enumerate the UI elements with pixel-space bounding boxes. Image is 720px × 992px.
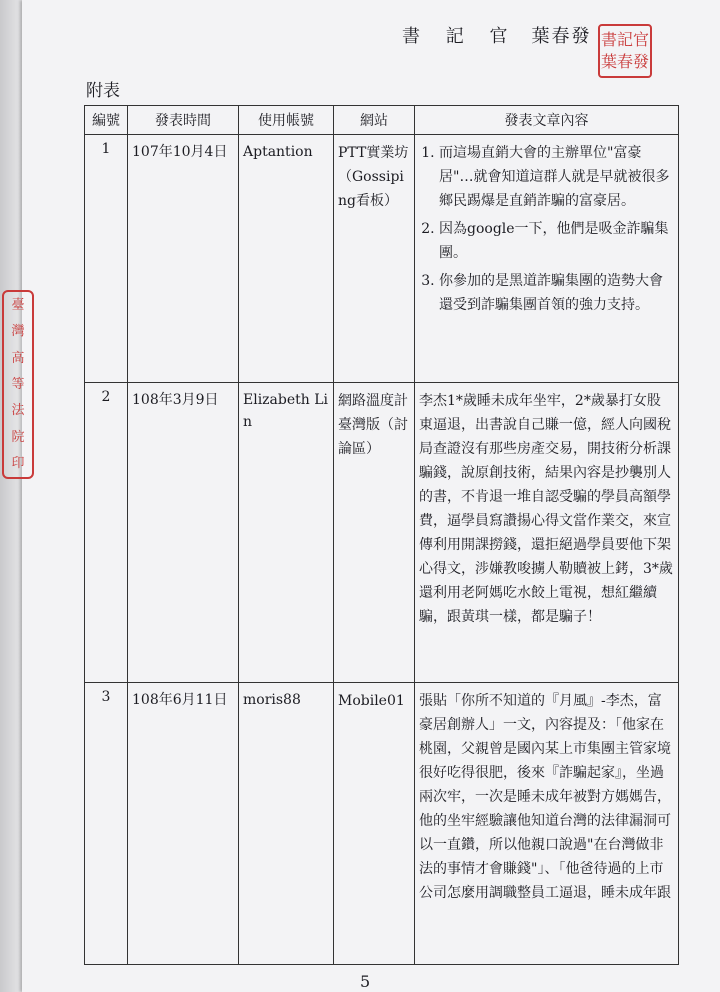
row-no: 3 <box>85 683 128 965</box>
seal-char: 院 <box>11 429 25 445</box>
row-site: PTT實業坊（Gossiping看板） <box>334 135 415 383</box>
stamp-line-2: 葉春發 <box>600 52 649 71</box>
seal-char: 高 <box>11 350 25 366</box>
row-no: 1 <box>85 135 128 383</box>
table-row <box>85 683 679 965</box>
seal-char: 印 <box>11 456 25 472</box>
court-seal-side <box>2 290 34 479</box>
content-item: 1. 而這場直銷大會的主辦單位"富豪居"…就會知道這群人就是早就被很多鄉民踢爆是直銷詐騙的富豪居。 <box>439 141 674 213</box>
seal-char: 法 <box>11 403 25 419</box>
appendix-table <box>84 105 679 965</box>
table-title: 附表 <box>86 81 120 101</box>
header-no: 編號 <box>85 106 128 135</box>
content-item: 2. 因為google一下，他們是吸金詐騙集團。 <box>439 217 674 265</box>
seal-char: 臺 <box>11 297 25 313</box>
seal-char: 灣 <box>11 324 25 340</box>
row-date: 107年10月4日 <box>128 135 239 383</box>
binding-edge <box>0 0 25 992</box>
header-date: 發表時間 <box>128 106 239 135</box>
header-site: 網站 <box>334 106 415 135</box>
row-account: Elizabeth Lin <box>239 383 334 683</box>
header-account: 使用帳號 <box>239 106 334 135</box>
row-account: Aptantion <box>239 135 334 383</box>
table-row <box>85 383 679 683</box>
row-site: 網路溫度計臺灣版（討論區） <box>334 383 415 683</box>
clerk-name: 葉春發 <box>531 26 592 47</box>
row-content: 張貼「你所不知道的『月風』-李杰，富豪居創辦人」一文，內容提及：「他家在桃園，父親曾是國內某上市集團主管家境很好吃得很肥，後來『詐騙起家』，坐過兩次牢，一次是睡未成年被對方媽媽告，他的坐牢經驗讓他知道台灣的法律漏洞可以一直鑽，所以他親口說過"在台灣做非法的事情才會賺錢"」、「他爸待過的上市公司怎麼用調職整員工逼退，睡未成年跟 <box>415 683 679 965</box>
seal-char: 等 <box>11 376 25 392</box>
stamp-line-1: 書記官 <box>600 30 649 49</box>
clerk-title: 書 記 官 <box>402 26 518 47</box>
row-content <box>415 135 679 383</box>
table-row <box>85 135 679 383</box>
content-item: 3. 你參加的是黑道詐騙集團的造勢大會 還受到詐騙集團首領的強力支持。 <box>439 269 674 317</box>
header-content: 發表文章內容 <box>415 106 679 135</box>
table-header-row <box>85 106 679 135</box>
row-no: 2 <box>85 383 128 683</box>
row-date: 108年3月9日 <box>128 383 239 683</box>
row-date: 108年6月11日 <box>128 683 239 965</box>
page-number: 5 <box>360 972 371 991</box>
row-site: Mobile01 <box>334 683 415 965</box>
clerk-header <box>402 22 591 48</box>
row-account: moris88 <box>239 683 334 965</box>
clerk-stamp <box>598 24 652 78</box>
row-content: 李杰1*歲睡未成年坐牢，2*歲暴打女股東逼退，出書說自己賺一億，經人向國稅局查證沒有那些房產交易，開技術分析課騙錢，說原創技術，結果內容是抄襲別人的書，不肯退一堆自認受騙的學員高額學費，逼學員寫讚揚心得文當作業交，來宣傳利用開課撈錢，還拒絕過學員要他下架心得文，涉嫌教唆擄人勒贖被上銬，3*歲還利用老阿媽吃水餃上電視，想紅繼續騙，跟黃琪一樣，都是騙子！ <box>415 383 679 683</box>
content-list <box>419 141 674 317</box>
